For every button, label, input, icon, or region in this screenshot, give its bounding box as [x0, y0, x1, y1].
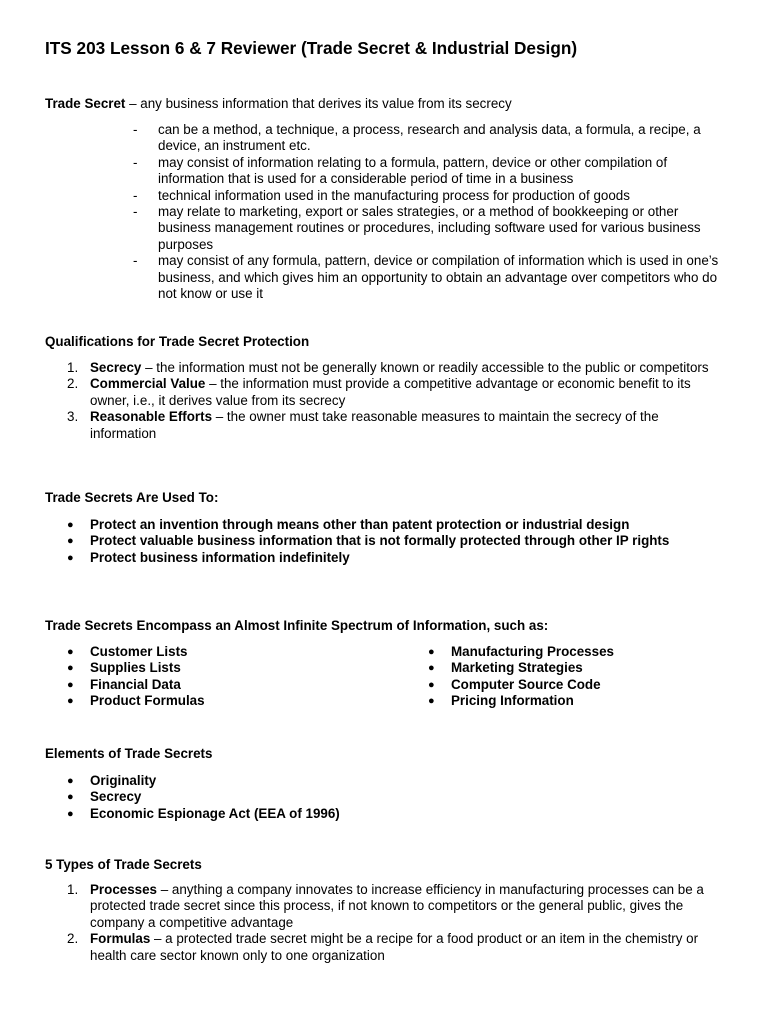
list-item: ● Financial Data	[67, 676, 181, 692]
types-list	[45, 882, 725, 964]
elements-heading: Elements of Trade Secrets	[45, 746, 213, 761]
page-title: ITS 203 Lesson 6 & 7 Reviewer (Trade Secret & Industrial Design)	[45, 38, 578, 58]
trade-secret-term: Trade Secret	[45, 96, 126, 111]
list-item: ● Economic Espionage Act (EEA of 1996)	[67, 805, 340, 821]
used-to-heading: Trade Secrets Are Used To:	[45, 490, 219, 505]
elements-list	[45, 773, 725, 822]
types-heading: 5 Types of Trade Secrets	[45, 857, 202, 872]
list-item: - may consist of information relating to a formula, pattern, device or other compilation of information that is used for a considerable period of time in a business	[133, 154, 668, 187]
list-item: - can be a method, a technique, a process, research and analysis data, a formula, a recipe, a device, an instrument etc.	[133, 122, 701, 154]
list-item: - may relate to marketing, export or sales strategies, or a method of bookkeeping or other business management routines or procedures, including software used for various business purposes	[133, 204, 701, 252]
list-item: ● Marketing Strategies	[428, 660, 583, 676]
trade-secret-definition	[45, 96, 512, 113]
list-item: ● Customer Lists	[67, 644, 188, 659]
list-item: ● Pricing Information	[428, 693, 574, 709]
qualifications-list	[45, 360, 725, 442]
list-item: - technical information used in the manufacturing process for production of goods	[133, 187, 630, 203]
trade-secret-points	[133, 122, 723, 302]
list-item: ● Protect business information indefinitely	[67, 549, 350, 565]
encompass-list-right	[406, 644, 726, 710]
list-item: 3. Reasonable Efforts – the owner must take reasonable measures to maintain the secrecy of the information	[67, 409, 659, 441]
used-to-list	[45, 517, 725, 566]
qualifications-heading: Qualifications for Trade Secret Protection	[45, 334, 310, 349]
list-item: ● Computer Source Code	[428, 676, 601, 692]
list-item: ● Protect an invention through means other than patent protection or industrial design	[67, 517, 630, 532]
encompass-list-left	[45, 644, 385, 710]
trade-secret-definition-text: – any business information that derives its value from its secrecy	[125, 96, 512, 111]
list-item: 1. Processes – anything a company innovates to increase efficiency in manufacturing processes can be a protected trade secret since this process, if not known to competitors or the general public, gives the company a competitive advantage	[67, 882, 704, 930]
list-item: ● Secrecy	[67, 789, 142, 805]
list-item: ● Originality	[67, 773, 157, 788]
list-item: ● Supplies Lists	[67, 660, 181, 676]
list-item: ● Manufacturing Processes	[428, 644, 614, 659]
list-item: ● Protect valuable business information that is not formally protected through other IP rights	[67, 533, 670, 549]
list-item: 2. Formulas – a protected trade secret might be a recipe for a food product or an item in the chemistry or health care sector known only to one organization	[67, 931, 699, 963]
list-item: - may consist of any formula, pattern, device or compilation of information which is used in one’s business, and which gives him an opportunity to obtain an advantage over competitors who do not know or use it	[133, 253, 719, 302]
encompass-heading: Trade Secrets Encompass an Almost Infinite Spectrum of Information, such as:	[45, 618, 549, 633]
list-item: 2. Commercial Value – the information must provide a competitive advantage or economic benefit to its owner, i.e., it derives value from its secrecy	[67, 376, 691, 408]
list-item: 1. Secrecy – the information must not be generally known or readily accessible to the public or competitors	[67, 360, 709, 375]
list-item: ● Product Formulas	[67, 693, 205, 709]
